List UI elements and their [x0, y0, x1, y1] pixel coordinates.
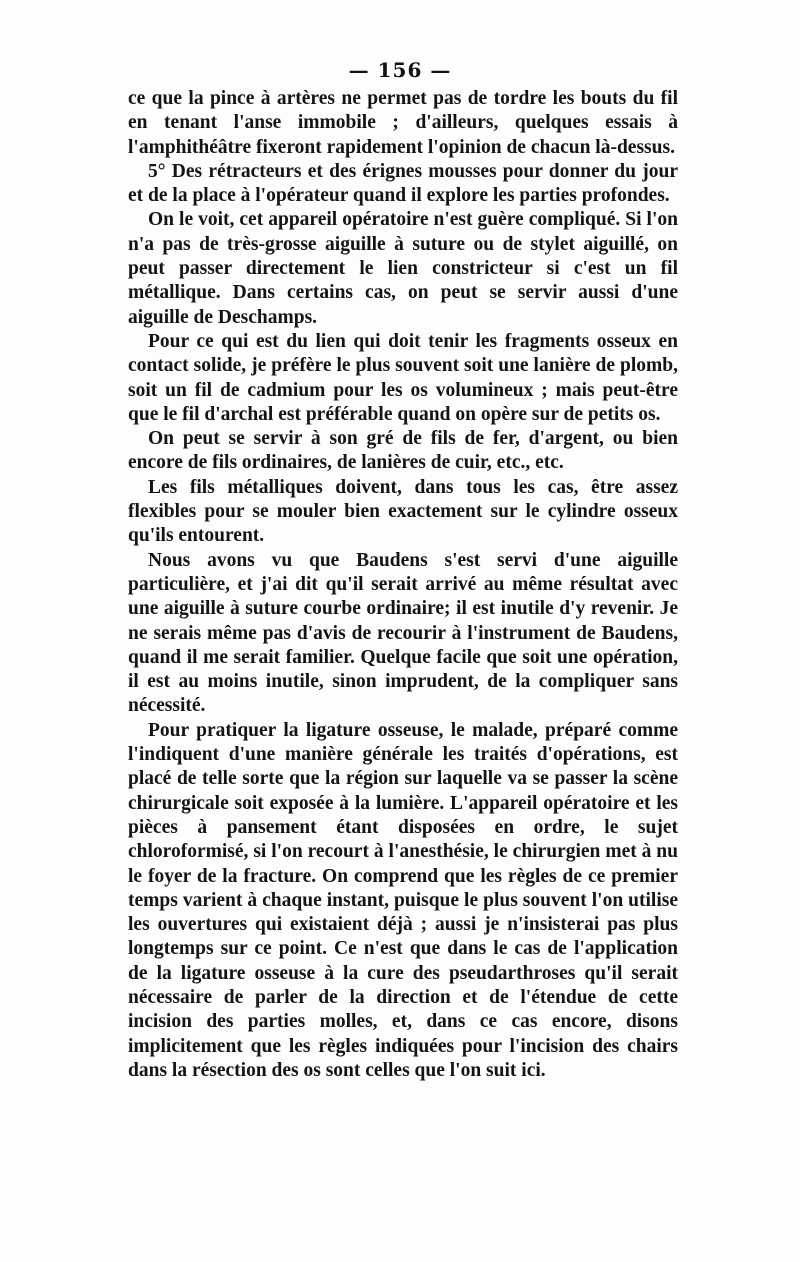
paragraph: 5° Des rétracteurs et des érignes mousses pour donner du jour et de la place à l'opérateur quand il explore les parties profondes.	[128, 160, 678, 207]
paragraph: Pour ce qui est du lien qui doit tenir les fragments osseux en contact solide, je préfère le plus souvent soit une lanière de plomb, soit un fil de cadmium pour les os volumineux ; mais peut-être que le fil d'archal est préférable quand on opère sur de petits os.	[128, 330, 678, 425]
paragraph: Nous avons vu que Baudens s'est servi d'une aiguille particulière, et j'ai dit qu'il serait arrivé au même résultat avec une aiguille à suture courbe ordinaire; il est inutile d'y revenir. Je ne serais même pas d'avis de recourir à l'instrument de Baudens, quand il me serait familier. Quelque facile que soit une opération, il est au moins inutile, sinon imprudent, de la compliquer sans nécessité.	[128, 549, 678, 717]
paragraph: ce que la pince à artères ne permet pas de tordre les bouts du fil en tenant l'anse immobile ; d'ailleurs, quelques essais à l'amphithéâtre fixeront rapidement l'opinion de chacun là-dessus.	[128, 88, 678, 158]
page-number: — 156 —	[348, 58, 452, 82]
paragraph: Les fils métalliques doivent, dans tous les cas, être assez flexibles pour se mouler bien exactement sur le cylindre osseux qu'ils entourent.	[128, 476, 678, 547]
paragraph: On peut se servir à son gré de fils de fer, d'argent, ou bien encore de fils ordinaires, de lanières de cuir, etc., etc.	[128, 428, 678, 474]
paragraph: Pour pratiquer la ligature osseuse, le malade, préparé comme l'indiquent d'une manière générale les traités d'opérations, est placé de telle sorte que la région sur laquelle va se passer la scène chirurgicale soit exposée à la lumière. L'appareil opératoire et les pièces à pansement étant disposées en ordre, le sujet chloroformisé, si l'on recourt à l'anesthésie, le chirurgien met à nu le foyer de la fracture. On comprend que les règles de ce premier temps varient à chaque instant, puisque le plus souvent l'on utilise les ouvertures qui existaient déjà ; aussi je n'insisterai pas plus longtemps sur ce point. Ce n'est que dans le cas de l'application de la ligature osseuse à la cure des pseudarthroses qu'il serait nécessaire de parler de la direction et de l'étendue de cette incision des parties molles, et, dans ce cas encore, disons implicitement que les règles indiquées pour l'incision des chairs dans la résection des os sont celles que l'on suit ici.	[128, 719, 678, 1081]
paragraph: On le voit, cet appareil opératoire n'est guère compliqué. Si l'on n'a pas de très-grosse aiguille à suture ou de stylet aiguillé, on peut passer directement le lien constricteur si c'est un fil métallique. Dans certains cas, on peut se servir aussi d'une aiguille de Deschamps.	[128, 209, 678, 328]
body-text	[128, 87, 678, 1083]
